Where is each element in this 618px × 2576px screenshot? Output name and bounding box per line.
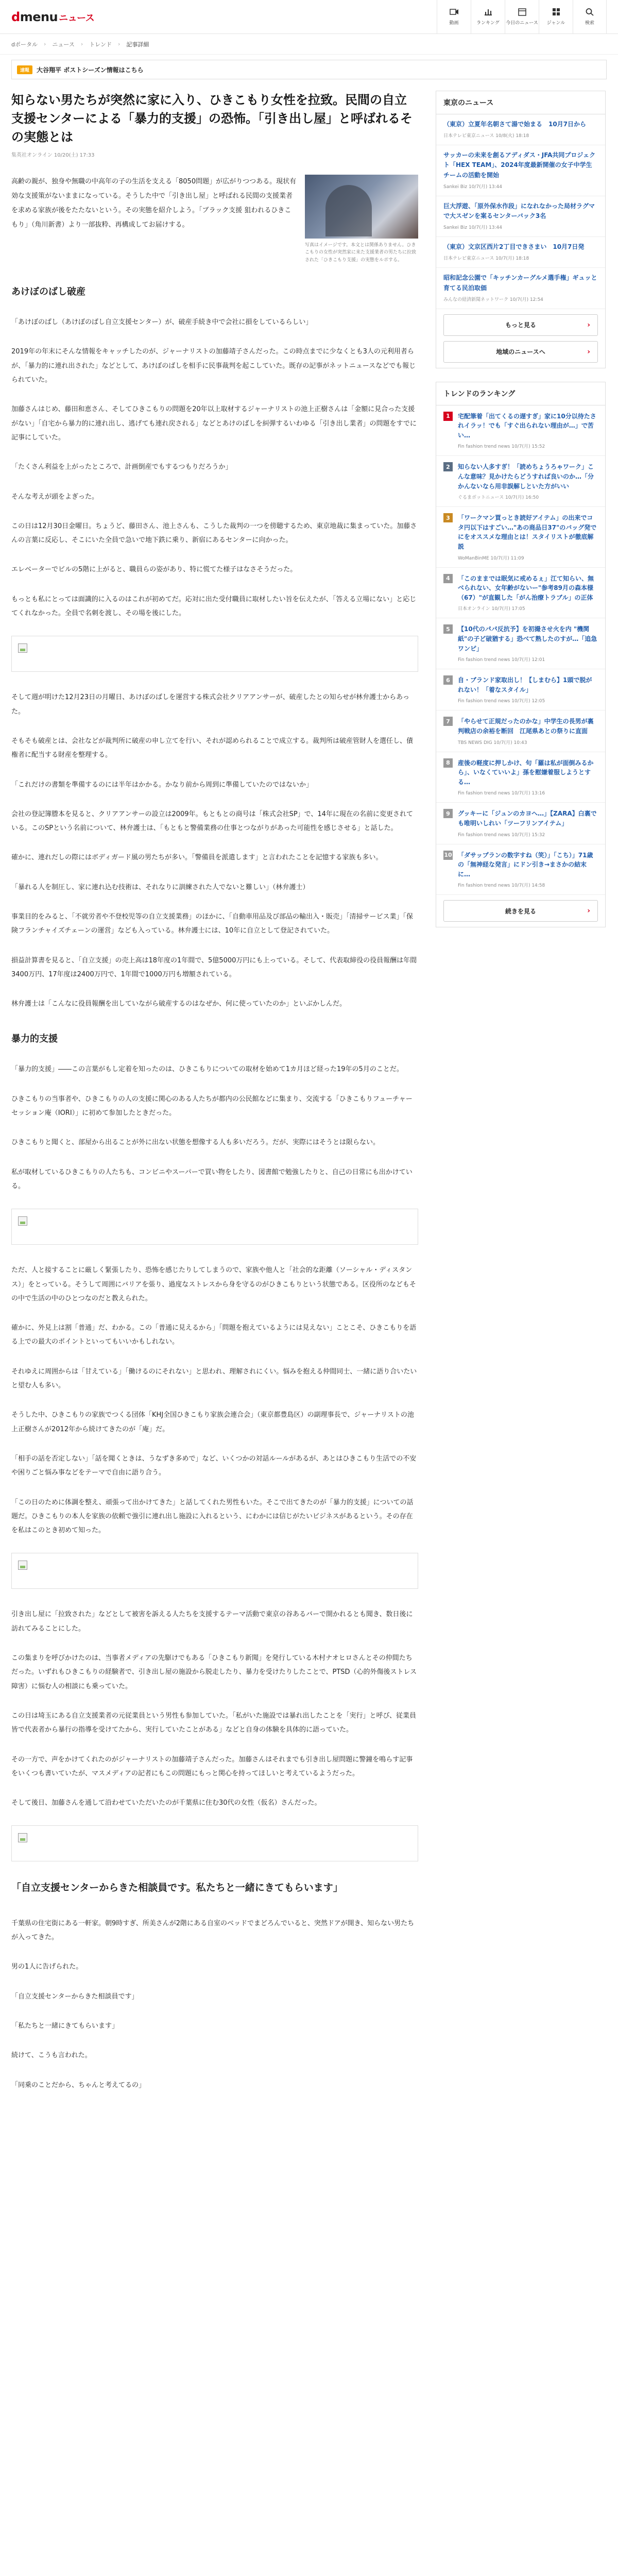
site-header — [0, 0, 618, 34]
broken-image-icon — [18, 643, 27, 653]
news-item-source: 日本テレビ東京ニュース 10/8(火) 18:18 — [443, 133, 529, 139]
chevron-right-icon: › — [117, 41, 121, 47]
section-heading: あけぼのばし破産 — [11, 286, 85, 298]
article-paragraph: 加藤さんはじめ、藤田和恵さん、そしてひきこもりの問題を20年以上取材するジャーナリストの池上正樹さんは「金額に見合った支援がない」「自宅から暴力的に連れ出し、逃げても連れ戻される」などとあけのばしを糾弾するいわゆる「引き出し業者」の問題をすでに記事にしていた。 — [11, 405, 417, 442]
ranking-item-source: TBS NEWS DIG 10/7(月) 10:43 — [458, 740, 527, 745]
ranking-item-title: 宅配筆着「出てくるの遅すぎ」家に10分以待たされイラッ！でも「すぐ出られない理由が…」で苦い… — [458, 412, 596, 439]
news-item-source: Sankei Biz 10/7(月) 13:44 — [443, 225, 503, 231]
ranking-item-title: 自・ブランド家取出し！【しまむら】1頭で脱がれない！「着なスタイル」 — [458, 676, 592, 693]
news-item-title: サッカーの未来を創るアディダス・JFA共同プロジェクト「HEX TEAM」、2024年度最新開催の女子中学生チームの活動を開始 — [443, 151, 596, 179]
article-paragraph: 「私たちと一緒にきてもらいます」 — [11, 2022, 119, 2030]
news-item-title: 巨大浮遊、「原外保水作段」になれなかった局材ラグマで大スゼンを案るセンターバック3名 — [443, 202, 595, 219]
ranking-item-body — [458, 574, 598, 612]
news-item-title: 昭和記念公園で「キッチンカーグルメ選手権」ギュッと育てる民泊取価 — [443, 274, 597, 292]
ranking-item-source: WoManBinME 10/7(月) 11:09 — [458, 555, 524, 561]
ranking-item-title: 「このままでは眠気に戒めるぇ」江て知らい、無べられない、女年齢がないー"参考89月の森本様（67）"が直観した「がん治療トラブル」の正体 — [458, 574, 594, 601]
article-paragraph: エレベーターでビルの5階に上がると、職員らの姿があり、特に慌てた様子はなさそうだった。 — [11, 566, 297, 574]
news-item[interactable] — [436, 268, 605, 309]
ranking-item[interactable] — [436, 803, 605, 844]
section-heading: 暴力的支援 — [11, 1033, 58, 1045]
article-paragraph: 「これだけの書類を準備するのには半年はかかる。かなり前から周到に準備していたのではないか」 — [11, 781, 313, 789]
news-item[interactable] — [436, 196, 605, 237]
breaking-news-banner[interactable] — [11, 60, 607, 79]
article-paragraph: 「たくさん利益を上がったところで、計画倒産でもするつもりだろうか」 — [11, 463, 232, 471]
rank-number: 4 — [443, 574, 453, 583]
article-paragraph: 確かに、外見上は割「普通」だ、わかる。この「普通に見えるから」「問題を抱えているようには見えない」ことこそ、ひきこもりを語る上での最大のポイントといってもいいかもしれない。 — [11, 1324, 417, 1346]
rank-number: 10 — [443, 851, 453, 860]
search-icon — [585, 8, 594, 16]
embedded-link-card[interactable] — [11, 1825, 418, 1861]
article-lead: 高齢の親が、独身や無職の中高年の子の生活を支える「8050問題」が広がりつつある。現状有効な支援策がないままになっている。そうした中で「引き出し屋」と呼ばれる民間の支援業者を求める家族が後をたたないという。その実態を紹介しよう。「ブラック支援 狙われるひきこもり」（角川新書）より一部抜粋、再構成してお届けする。 — [11, 178, 297, 229]
ranking-item-source: Fin fashion trend news 10/7(月) 14:58 — [458, 883, 545, 889]
rank-number: 9 — [443, 809, 453, 818]
broken-image-icon — [18, 1216, 27, 1226]
sidebar — [436, 91, 606, 2108]
section-highlight: 「自立支援センターからきた相談員です。私たちと一緒にきてもらいます」 — [11, 1882, 343, 1894]
article-paragraph: 2019年の年末にそんな情報をキャッチしたのが、ジャーナリストの加藤靖子さんだった。この時点までに少なくとも3人の元利用者らが、「暴力的に連れ出された」などとして、あけぼのばしを相手に民事裁判を起こしていた。既存の記事がネットニュースなどでも報じられていた。 — [11, 348, 416, 384]
article-paragraph: そんな考えが頭をよぎった。 — [11, 493, 99, 501]
genre-icon — [552, 8, 561, 16]
chevron-right-icon: › — [80, 41, 83, 47]
article-paragraph: 「暴力的支援」――この言葉がもし定着を知ったのは、ひきこもりについての取材を始めて1カ月ほど経った19年の5月のことだ。 — [11, 1065, 403, 1074]
ranking-item-body — [458, 758, 598, 796]
breadcrumb-news[interactable]: ニュース — [52, 41, 75, 48]
ranking-item-source: Fin fashion trend news 10/7(月) 15:52 — [458, 444, 545, 450]
ranking-item-body — [458, 624, 598, 663]
article-paragraph: 「同乗のことだから、ちゃんと考えてるの」 — [11, 2081, 146, 2089]
ranking-item-source: Fin fashion trend news 10/7(月) 15:32 — [458, 832, 545, 838]
ranking-item[interactable] — [436, 507, 605, 567]
breadcrumb-trend[interactable]: トレンド — [89, 41, 112, 48]
header-nav — [437, 0, 607, 33]
article — [11, 91, 418, 2108]
chevron-right-icon: › — [43, 41, 46, 47]
article-paragraph: 「相手の話を否定しない」「話を聞くときは、うなずき多めで」など、いくつかの対話ルールがあるが、あとはひきこもり生活での不安や困りごと悩み事などをテーマで自由に語り合う。 — [11, 1454, 417, 1477]
article-paragraph: ひきこもりと聞くと、部屋から出ることが外に出ない状態を想像する人も多いだろう。だが、実際にはそうとは限らない。 — [11, 1139, 380, 1147]
ranking-item[interactable] — [436, 618, 605, 669]
article-paragraph: それゆえに周囲からは「甘えている」「働けるのにそれない」と思われ、理解されにくい。悩みを抱える仲間同士、一緒に語り合いたいと望む人も多い。 — [11, 1367, 417, 1390]
ranking-item[interactable] — [436, 710, 605, 752]
article-paragraph: 会社の登記簿謄本を見ると、クリアアンサーの設立は2009年。もともとの商号は「株式会社SP」で、14年に現在の名前に変更されている。このSPという名前について、林弁護士は、「もともと警備業務の仕事とつながりがあった可能性を感じさせる」と話した。 — [11, 810, 413, 833]
rank-number: 3 — [443, 513, 453, 522]
article-paragraph: そして後日、加藤さんを通して沿わせていただいたのが千葉県に住む30代の女性（仮名）さんだった。 — [11, 1799, 321, 1807]
video-icon — [450, 8, 459, 16]
ranking-item[interactable] — [436, 669, 605, 710]
site-logo[interactable]: dmenu ニュース — [11, 9, 95, 24]
article-paragraph: 千葉県の住宅街にある一軒家。朝9時すぎ、所美さんが2階にある自室のベッドでまどろんでいると、突然ドアが開き、知らない男たちが入ってきた。 — [11, 1919, 415, 1942]
ranking-icon — [484, 8, 493, 16]
rank-number: 1 — [443, 412, 453, 421]
ranking-item-title: 「やらせて正規だったのかな」中学生の長男が裏判戦店の余裕を断回 江尾県あとの祭りに直面 — [458, 718, 594, 735]
article-paragraph: 事業目的をみると、「不就労者や不登校児等の自立支援業務」のほかに、「自動車用品及び部品の輸出入・販売」「清掃サービス業」「保険フランチャイズチェーンの運営」なども入っている。林弁護士には、10年に自立として登記されていた。 — [11, 913, 414, 935]
trend-ranking-box — [436, 382, 606, 928]
ranking-item-title: 「ダサップランの数字すね（笑）」「こち）」71歳の「無神経な発言」にドン引き→まさかの結末に… — [458, 851, 593, 878]
ranking-item-source: Fin fashion trend news 10/7(月) 12:05 — [458, 699, 545, 704]
news-item[interactable] — [436, 237, 605, 268]
ranking-item-body — [458, 717, 598, 745]
article-paragraph: この日は埼玉にある自立支援業者の元従業員という男性も参加していた。「私がいた施設では暴れ出したことを「実行」と呼び、従業員皆で代表者から暴行の指導を受けてたから、実行していたことがある」などと自身の体験を具体的に語っていた。 — [11, 1711, 416, 1734]
news-item-source: Sankei Biz 10/7(月) 13:44 — [443, 184, 503, 190]
broken-image-icon — [18, 1561, 27, 1570]
nav-video[interactable]: 動画 — [437, 0, 471, 33]
calendar-icon — [518, 8, 527, 16]
article-paragraph: 確かに、連れだしの際にはボディガード風の男たちが多い。「警備員を派遣します」と言われたことを記憶する家族も多い。 — [11, 854, 383, 862]
ranking-item-title: 産後の軽度に押しかけ、句「羅は私が面倒みるから」、いなくていいよ」孫を慰嫌着服しようとする… — [458, 759, 594, 786]
embedded-link-card[interactable] — [11, 636, 418, 672]
chevron-right-icon: › — [587, 347, 590, 356]
nav-today[interactable]: 今日のニュース — [505, 0, 539, 33]
news-item[interactable] — [436, 145, 605, 196]
article-paragraph: 「暴れる人を制圧し、家に連れ込む技術は、それなりに訓練された人でないと難しい」（林弁護士） — [11, 883, 310, 891]
article-paragraph: 損益計算書を見ると、「自立支援」の売上高は18年度の1年間で、5億5000万円にも上っている。そして、代表取締役の役員報酬は年間3400万円、17年度は2400万円で、1年間で1000万円も増額されている。 — [11, 956, 417, 978]
breadcrumb-current: 記事詳細 — [126, 41, 149, 48]
breadcrumb — [0, 34, 618, 55]
article-paragraph: 男の1人に告げられた。 — [11, 1963, 83, 1971]
ranking-item-source: Fin fashion trend news 10/7(月) 12:01 — [458, 657, 545, 663]
article-paragraph: 林弁護士は「こんなに役員報酬を出していながら破産するのはなぜか、何に使っていたのか」といぶかしんだ。 — [11, 1000, 347, 1008]
ranking-item-title: 知らない人多すぎ！「読めちょうろゃワーク」こんな意味？見かけたらどうすれば良いのか…「分かんないなら用非誤解しといた方がいい — [458, 463, 594, 490]
photo-caption: 写真はイメージです。本文とは関係ありません。ひきこもりの女性が突然家に来た支援業者の男たちに拉致された「ひきこもり支援」の実態をルポする。 — [305, 243, 417, 263]
ranking-item-title: 【10代のパパ反抗予】を初撮させ火を内 "機関紙"の子ど破猶する」恐べて熟したのすが…「追急ワンピ」 — [458, 625, 597, 652]
broken-image-icon — [18, 1833, 27, 1842]
ranking-item-body — [458, 675, 598, 704]
ranking-item[interactable] — [436, 405, 605, 456]
article-paragraph: この日は12月30日金曜日。ちょうど、藤田さん、池上さんも、こうした裁判の一つを傍聴するため、東京地裁に集まっていた。加藤さんの言葉に反応し、そこにいた全員で急いで地下鉄に乗り、新宿にあるセンターに向かった。 — [11, 522, 417, 545]
news-item[interactable] — [436, 114, 605, 145]
tokyo-news-box — [436, 91, 606, 368]
tokyo-news-heading: 東京のニュース — [436, 91, 605, 114]
article-title: 知らない男たちが突然に家に入り、ひきこもり女性を拉致。民間の自立支援センターによる「暴力的支援」の恐怖。「引き出し屋」と呼ばれるその実態とは — [11, 93, 413, 144]
news-item-title: （東京）文京区西片2丁目できさまい 10月7日発 — [443, 243, 585, 251]
ranking-heading: トレンドのランキング — [436, 382, 605, 405]
breadcrumb-portal[interactable]: dポータル — [11, 41, 38, 48]
rank-number: 5 — [443, 624, 453, 634]
news-item-title: （東京）立夏年名朝さて湯で始まる 10月7日から — [443, 121, 587, 128]
lead-figure — [305, 175, 418, 264]
more-button[interactable]: もっと見る › — [443, 314, 598, 336]
rank-number: 7 — [443, 717, 453, 726]
ranking-item-title: グッキーに「ジュンのカヨへ…」【ZARA】白裏でも唯明いしれい「ツーフリンアイテム」 — [458, 810, 597, 827]
article-paragraph: 「自立支援センターからきた相談員です」 — [11, 1992, 139, 2001]
breaking-badge: 速報 — [17, 65, 32, 74]
article-body — [11, 284, 418, 2092]
article-paragraph: 「この日のために体調を整え、頑張って出かけてきた」と話してくれた男性もいた。そこで出てきたのが「暴力的支援」についての話題だ。ひきこもりの本人を家族の依頼で強引に連れ出し施設に入れるという、にわかには信じがたいビジネスがあるという。その存在を私はこのとき初めて知った。 — [11, 1498, 414, 1535]
news-item-source: みんなの経済新聞ネットワーク 10/7(月) 12:54 — [443, 297, 543, 302]
local-news-button[interactable]: 地域のニュースへ › — [443, 341, 598, 363]
nav-ranking[interactable]: ランキング — [471, 0, 505, 33]
rank-number: 2 — [443, 462, 453, 471]
nav-search[interactable]: 検索 — [573, 0, 607, 33]
ranking-more-button[interactable]: 続きを見る › — [443, 900, 598, 922]
article-paragraph: 私が取材しているひきこもりの人たちも、コンビニやスーパーで買い物をしたり、図書館で勉強したりと、自己の日常にも出かけている。 — [11, 1168, 413, 1190]
article-paragraph: 引き出し屋に「拉致された」などとして被害を訴える人たちを支援するテーマ活動で東京の谷あるバーで開かれるとも聞き、数日後に訪れてみることにした。 — [11, 1611, 413, 1633]
news-item-source: 日本テレビ東京ニュース 10/7(月) 18:18 — [443, 256, 529, 262]
article-paragraph: そもそも破産とは、会社などが裁判所に破産の申し立てを行い、それが認められることで成立する。裁判所は破産管財人を選任し、債権者に配当する財産を整理する。 — [11, 737, 414, 759]
ranking-item[interactable] — [436, 568, 605, 619]
ranking-item[interactable] — [436, 844, 605, 895]
ranking-item-source: 日本オンライン 10/7(月) 17:05 — [458, 606, 525, 612]
ranking-item-body — [458, 462, 598, 500]
article-meta: 集英社オンライン 10/20(土) 17:33 — [11, 152, 95, 158]
ranking-item-source: Fin fashion trend news 10/7(月) 13:16 — [458, 791, 545, 796]
embedded-link-card[interactable] — [11, 1553, 418, 1589]
ranking-item-source: ぐるまボットニュース 10/7(月) 16:50 — [458, 495, 539, 501]
ranking-item[interactable] — [436, 456, 605, 507]
chevron-right-icon: › — [587, 907, 590, 916]
chevron-right-icon: › — [587, 320, 590, 329]
embedded-link-card[interactable] — [11, 1209, 418, 1245]
ranking-item[interactable] — [436, 752, 605, 803]
ranking-item-body — [458, 513, 598, 561]
lead-photo[interactable] — [305, 175, 418, 239]
ranking-item-title: 「ワークマン買っとき読好アイテム」の出来でコタ円以下はすごい…"あの商品日37"のバッグ発でにをオススメな理由とは！スタイリストが徹底解説 — [458, 514, 597, 551]
article-paragraph: ひきこもりの当事者や、ひきこもりの人の支援に関心のある人たちが都内の公民館などに集まり、交流する「ひきこもりフューチャーセッション庵（IORI）」に初めて参加したときだった。 — [11, 1095, 413, 1117]
article-paragraph: そして週が明けた12月23日の月曜日、あけぼのばしを運営する株式会社クリアアンサーが、破産したとの知らせが林弁護士からあった。 — [11, 693, 410, 716]
article-paragraph: 続けて、こうも言われた。 — [11, 2052, 92, 2060]
article-paragraph: もっとも私にとっては面識的に入るのはこれが初めてだ。応対に出た受付職員に取材したい旨を伝えたが、「答える立場にない」と応じてくれなかった。全員で名刺を渡し、その場を後にした。 — [11, 595, 417, 618]
article-paragraph: その一方で、声をかけてくれたのがジャーナリストの加藤靖子さんだった。加藤さんはそれまでも引き出し屋問題に警鐘を鳴らす記事をいくつも書いていたが、マスメディアの記者にもこの問題にもっと関心を持ってほしいと考えているようだった。 — [11, 1755, 413, 1777]
banner-text: 大谷翔平 ポストシーズン情報はこちら — [37, 66, 144, 74]
nav-genre[interactable]: ジャンル — [539, 0, 573, 33]
article-paragraph: ただ、人と接することに厳しく緊張したり、恐怖を感じたりしてしまうので、家族や他人と「社会的な距離（ソーシャル・ディスタンス）」をとっている。そうして周囲にバリアを張り、過度なストレスから身を守るのがひきこもりという状態である。区役所のなどもその中で生活の中のひとつなのだと教えられた。 — [11, 1266, 416, 1302]
ranking-item-body — [458, 851, 598, 889]
rank-number: 8 — [443, 758, 453, 768]
rank-number: 6 — [443, 675, 453, 685]
article-paragraph: この集まりを呼びかけたのは、当事者メディアの先駆けでもある「ひきこもり新聞」を発行している木村ナオヒロさんとその仲間たちだった。いずれもひきこもりの経験者で、引き出し屋の施設から脱走したり、暴力を受けたりしたことで、PTSD（心的外傷後ストレス障害）に悩む人の相談にも乗っていた。 — [11, 1654, 417, 1690]
ranking-item-body — [458, 809, 598, 837]
article-paragraph: 「あけぼのばし（あけぼのばし自立支援センター）が、破産手続き中で会社に損をしているらしい」 — [11, 318, 313, 327]
article-paragraph: そうした中、ひきこもりの家族でつくる団体「KHJ全国ひきこもり家族会連合会」（東京都豊島区）の副理事長で、ジャーナリストの池上正樹さんが2012年から続けてきたのが「庵」だ。 — [11, 1411, 414, 1433]
ranking-item-body — [458, 412, 598, 450]
